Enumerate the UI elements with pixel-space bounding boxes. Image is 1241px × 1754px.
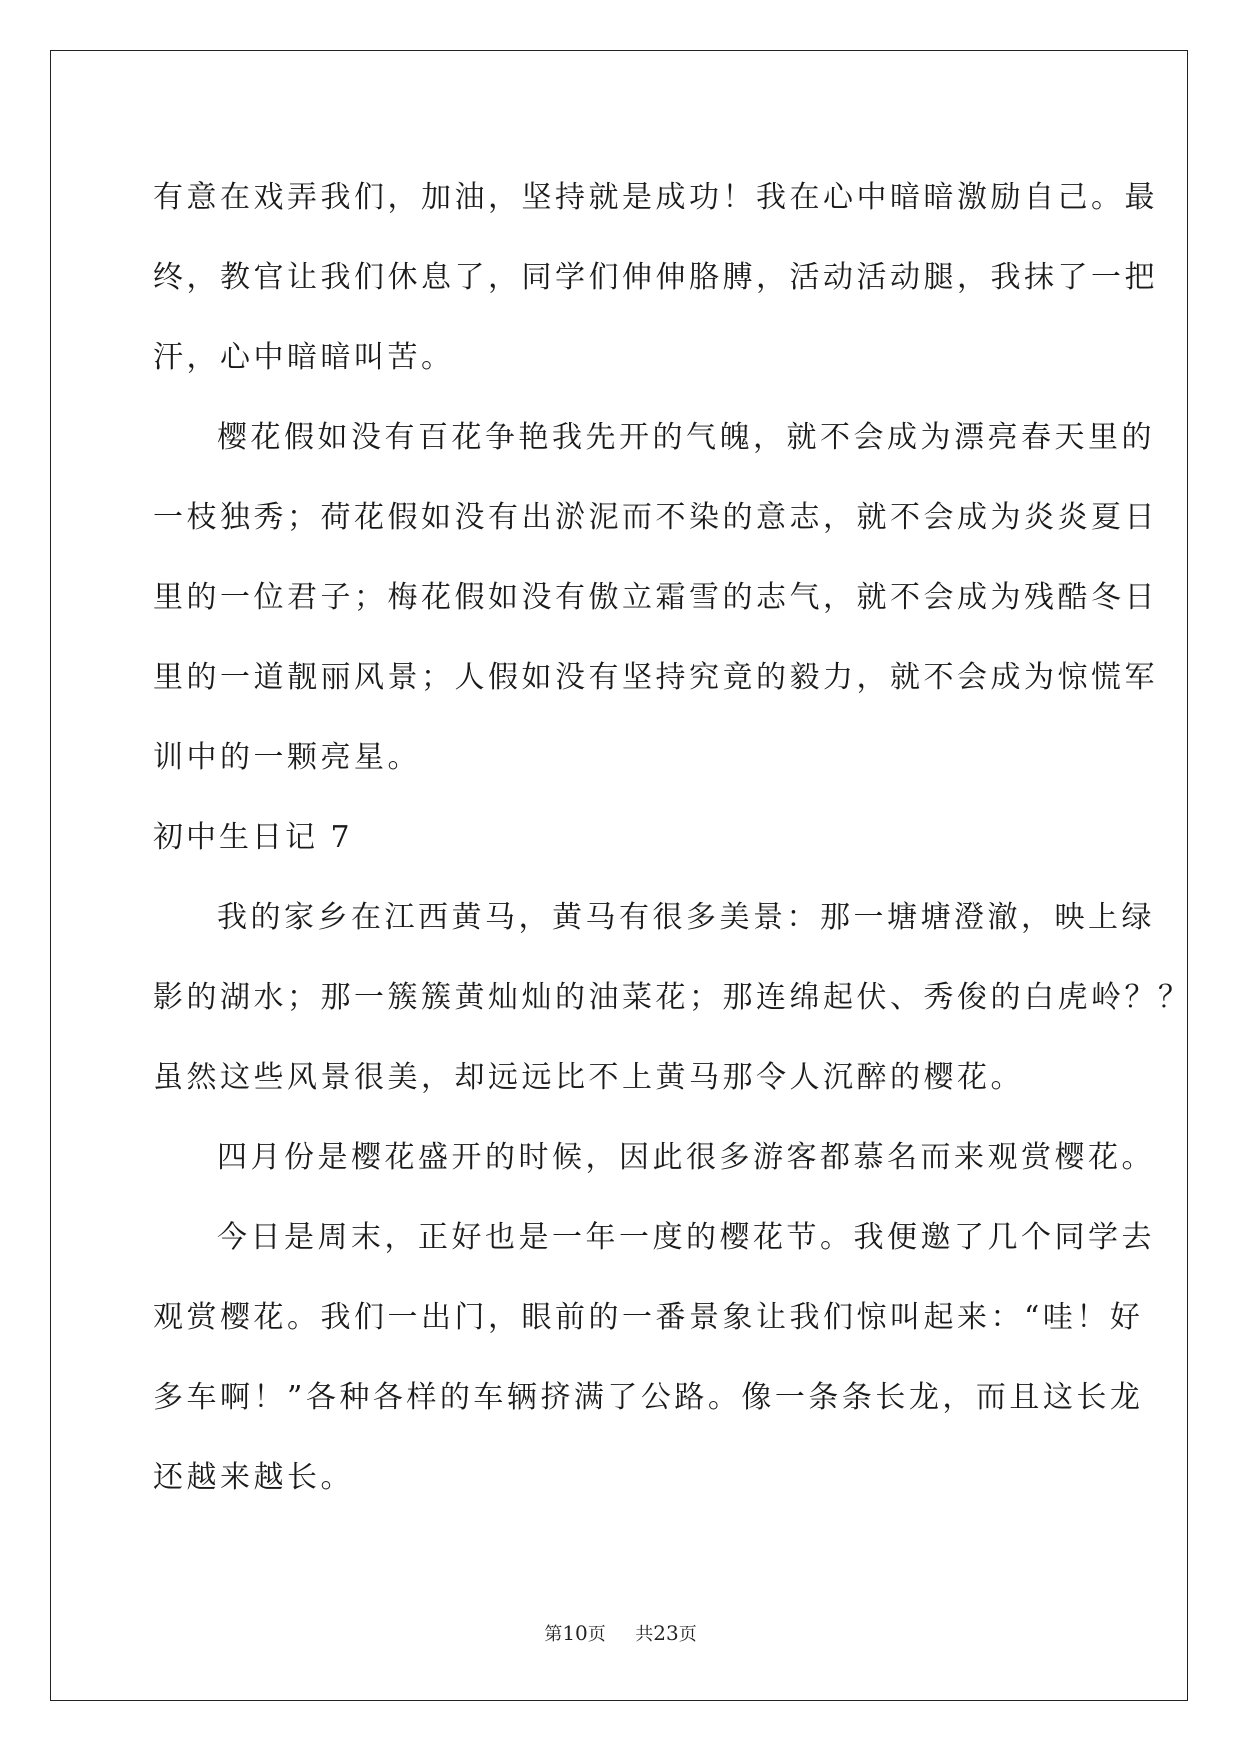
page-number (544, 1620, 605, 1646)
total-suffix: 页 (678, 1624, 697, 1645)
text-line: 一枝独秀；荷花假如没有出淤泥而不染的意志，就不会成为炎炎夏日 (153, 500, 1158, 535)
paragraph (153, 1198, 1155, 1518)
document-body (153, 158, 1192, 1518)
paragraph (153, 1118, 1155, 1198)
text-line: 虽然这些风景很美，却远远比不上黄马那令人沉醉的樱花。 (153, 1060, 1024, 1095)
text-line: 樱花假如没有百花争艳我先开的气魄，就不会成为漂亮春天里的 (217, 420, 1155, 455)
text-line: 我的家乡在江西黄马，黄马有很多美景：那一塘塘澄澈，映上绿 (217, 900, 1155, 935)
text-line: 有意在戏弄我们，加油，坚持就是成功！我在心中暗暗激励自己。最 (153, 180, 1158, 215)
text-line: 还越来越长。 (153, 1460, 354, 1495)
page-total-number: 23 (653, 1621, 679, 1645)
text-line: 里的一位君子；梅花假如没有傲立霜雪的志气，就不会成为残酷冬日 (153, 580, 1158, 615)
text-line: 训中的一颗亮星。 (153, 740, 421, 775)
text-line: 汗，心中暗暗叫苦。 (153, 340, 455, 375)
text-line: 终，教官让我们休息了，同学们伸伸胳膊，活动活动腿，我抹了一把 (153, 260, 1158, 295)
page-total (635, 1620, 696, 1646)
page-prefix: 第 (544, 1624, 563, 1645)
page-current: 10 (562, 1621, 588, 1645)
paragraph (153, 398, 1158, 798)
text-line: 影的湖水；那一簇簇黄灿灿的油菜花；那连绵起伏、秀俊的白虎岭？？ (153, 980, 1192, 1015)
total-prefix: 共 (635, 1624, 654, 1645)
text-line: 四月份是樱花盛开的时候，因此很多游客都慕名而来观赏樱花。 (217, 1140, 1155, 1175)
text-line: 里的一道靓丽风景；人假如没有坚持究竟的毅力，就不会成为惊慌军 (153, 660, 1158, 695)
paragraph (153, 158, 1158, 398)
page-suffix: 页 (587, 1624, 606, 1645)
text-line: 多车啊！”各种各样的车辆挤满了公路。像一条条长龙，而且这长龙 (153, 1380, 1144, 1415)
text-line: 观赏樱花。我们一出门，眼前的一番景象让我们惊叫起来：“哇！好 (153, 1300, 1144, 1335)
section-heading: 初中生日记 7 (153, 820, 353, 855)
text-line: 今日是周末，正好也是一年一度的樱花节。我便邀了几个同学去 (217, 1220, 1155, 1255)
page-footer (0, 1620, 1241, 1646)
paragraph (153, 878, 1192, 1118)
